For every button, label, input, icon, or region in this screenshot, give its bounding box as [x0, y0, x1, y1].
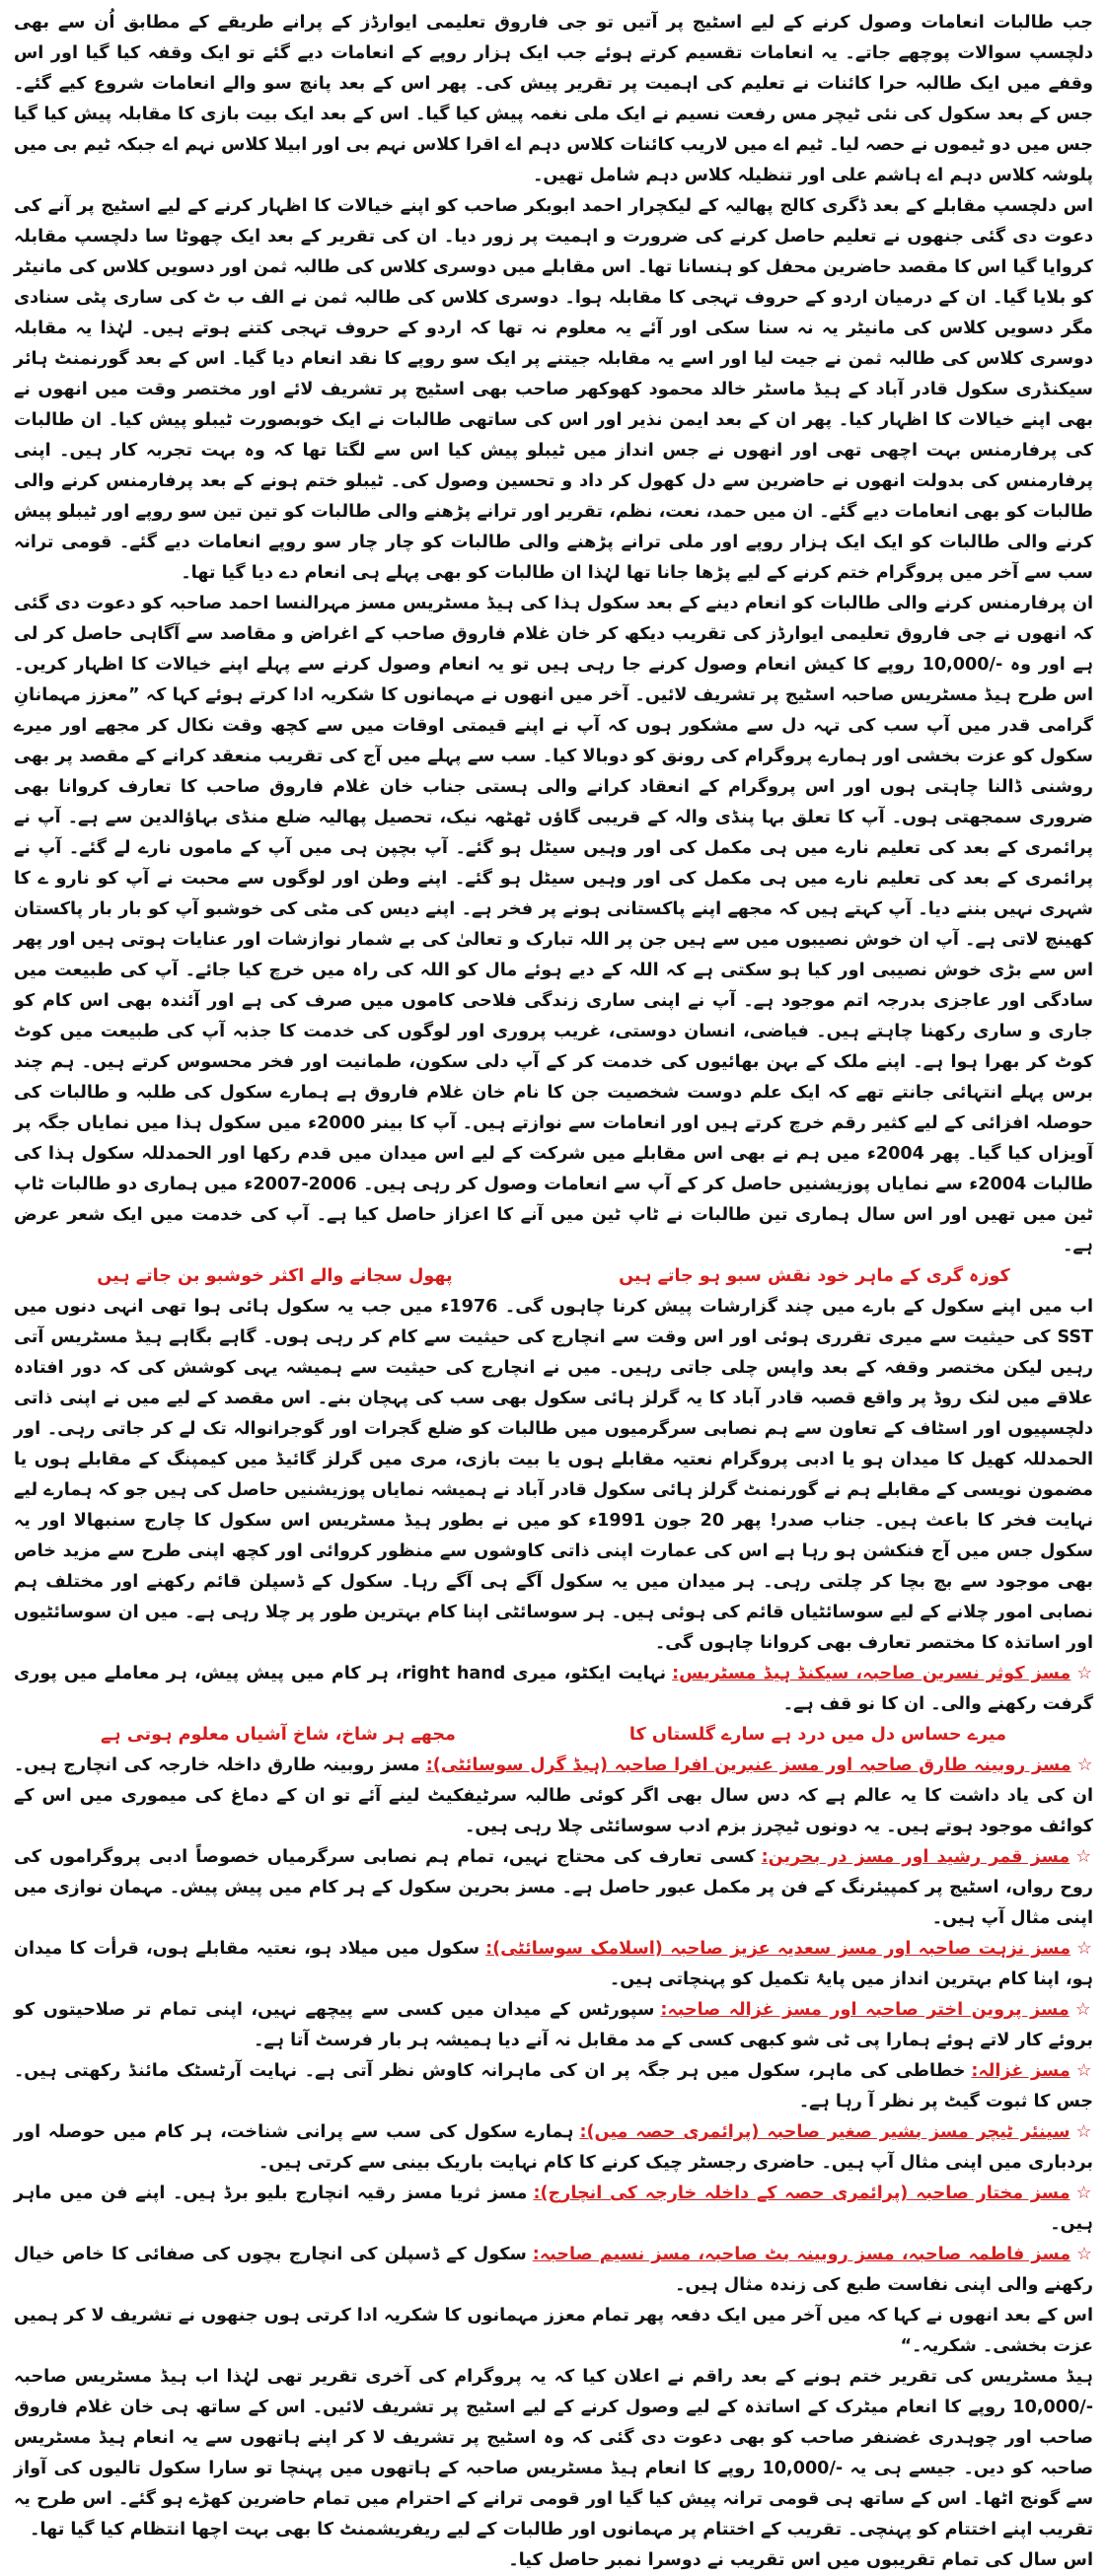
teacher-name: مسز روبینہ طارق صاحبہ اور مسز عنبرین افرا صاحبہ (ہیڈ گرل سوسائٹی): — [425, 1755, 1071, 1775]
teacher-name: مسز غزالہ: — [971, 2061, 1070, 2081]
teacher-name: مسز نزہت صاحبہ اور مسز سعدیہ عزیز صاحبہ (اسلامک سوسائٹی): — [485, 1939, 1071, 1959]
verse-1-left-hemistich: پھول سجانے والے اکثر خوشبو بن جاتے ہیں — [97, 1266, 453, 1286]
teacher-name: مسز پروین اختر صاحبہ اور مسز غزالہ صاحبہ: — [660, 2000, 1070, 2020]
teacher-description: سکول کے ڈسپلن کی انچارج بچوں کی صفائی کا خاص خیال رکھنے والی اپنی نفاست طبع کی زندہ مثال ہیں۔ — [14, 2245, 1093, 2295]
paragraph-second-position: اس سال کی تمام تقریبوں میں اس تقریب نے دوسرا نمبر حاصل کیا۔ — [508, 2550, 1093, 2570]
teacher-name: مسز کوثر نسرین صاحبہ، سیکنڈ ہیڈ مسٹریس: — [672, 1664, 1071, 1683]
star-bullet-icon: ☆ — [1076, 1939, 1093, 1959]
teacher-description: سکول میں میلاد ہو، نعتیہ مقابلے ہوں، قرأت کا میدان ہو، اپنا کام بہترین انداز میں پایۂ تکمیل کو پہنچاتی ہیں۔ — [14, 1939, 1093, 1989]
star-bullet-icon: ☆ — [1076, 1664, 1093, 1683]
star-bullet-icon: ☆ — [1074, 2000, 1093, 2020]
paragraph-headmistress-speech: ان پرفارمنس کرنے والی طالبات کو انعام دینے کے بعد سکول ہذا کی ہیڈ مسٹریس مسز مہرالنسا احمد صاحبہ کو دعوت دی گئی کہ انھوں نے جی فاروق تعلیمی ایوارڈز کی تقریب دیکھ کر خان غلام فاروق صاحب کے اغراض و مقاصد سے آگاہی حاصل کر لی ہے اور وہ -/10,000 روپے کا کیش انعام وصول کرنے جا رہی ہیں تو یہ انعام وصول کرنے سے پہلے اپنے خیالات کا اظہار کریں۔ اس طرح ہیڈ مسٹریس صاحبہ اسٹیج پر تشریف لائیں۔ آخر میں انھوں نے مہمانوں کا شکریہ ادا کرتے ہوئے کہا کہ ”معزز مہمانانِ گرامی قدر میں آپ سب کی تہہ دل سے مشکور ہوں کہ آپ نے اپنے قیمتی اوقات میں سے کچھ وقت نکال کر مجھے اور میرے سکول کو عزت بخشی اور ہمارے پروگرام کی رونق کو دوبالا کیا۔ سب سے پہلے میں آج کی تقریب منعقد کرانے کے مقصد پر بھی روشنی ڈالنا چاہتی ہوں اور اس پروگرام کے انعقاد کرانے والی ہستی جناب خان غلام فاروق صاحب کا تعارف کروانا بھی ضروری سمجھتی ہوں۔ آپ کا تعلق بہا پنڈی والہ کے قریبی گاؤں ٹھٹھہ نیک، تحصیل پھالیہ ضلع منڈی بہاؤالدین سے ہے۔ آپ نے پرائمری کے بعد کی تعلیم نارے میں ہی مکمل کی اور وہیں سیٹل ہو گئے۔ آپ بچپن ہی میں آپ کے ماموں نارے لے گئے۔ آپ نے پرائمری کے بعد کی تعلیم نارے میں ہی مکمل کی اور وہیں سیٹل ہو گئے۔ اپنے وطن اور لوگوں سے محبت نے آپ کو نارو ے کا شہری نہیں بننے دیا۔ آپ کہتے ہیں کہ مجھے اپنے پاکستانی ہونے پر فخر ہے۔ اپنے دیس کی مٹی کی خوشبو آپ کو بار بار پاکستان کھینچ لاتی ہے۔ آپ ان خوش نصیبوں میں سے ہیں جن پر اللہ تبارک و تعالیٰ کی بے شمار نوازشات اور عنایات ہوتی ہیں اور پھر اس سے بڑی خوش نصیبی اور کیا ہو سکتی ہے کہ اللہ کے دیے ہوئے مال کو اللہ کی راہ میں خرچ کیا جائے۔ آپ کی طبیعت میں سادگی اور عاجزی بدرجہ اتم موجود ہے۔ آپ نے اپنی ساری زندگی فلاحی کاموں میں صرف کی ہے اور آئندہ بھی اس کام کو جاری و ساری رکھنا چاہتے ہیں۔ فیاضی، انسان دوستی، غریب پروری اور لوگوں کی خدمت کا جذبہ آپ کی طبیعت میں کوٹ کوٹ کر بھرا ہوا ہے۔ اپنے ملک کے بہن بھائیوں کی خدمت کر کے آپ دلی سکون، طمانیت اور فخر محسوس کرتے ہیں۔ ہم چند برس پہلے انتہائی جانتے تھے کہ ایک علم دوست شخصیت جن کا نام خان غلام فاروق ہے ہمارے سکول کی طلبہ و طالبات کی حوصلہ افزائی کے لیے کثیر رقم خرچ کرتے ہیں اور انعامات سے نوازتے ہیں۔ آپ کا بینر 2000ء میں سکول ہذا میں نمایاں جگہ پر آویزاں کیا گیا۔ پھر 2004ء میں ہم نے بھی اس مقابلے میں شرکت کے لیے اس میدان میں قدم رکھا اور الحمدللہ سکول ہذا کی طالبات 2004ء سے نمایاں پوزیشنیں حاصل کر کے آپ سے انعامات وصول کر رہی ہیں۔ 2006-2007ء میں ہماری دو طالبات ٹاپ ٹین میں تھیں اور اس سال ہماری تین طالبات نے ٹاپ ٹین میں آنے کا اعزاز حاصل کیا ہے۔ آپ کی خدمت میں ایک شعر عرض ہے۔ — [14, 594, 1094, 1255]
paragraph-closing-ceremony: ہیڈ مسٹریس کی تقریر ختم ہونے کے بعد راقم نے اعلان کیا کہ یہ پروگرام کی آخری تقریر تھی لہٰذا اب ہیڈ مسٹریس صاحبہ -/10,000 روپے کا انعام میٹرک کے اساتذہ کے لیے وصول کرنے کے لیے اسٹیج پر تشریف لائیں۔ اس کے ساتھ ہی خان غلام فاروق صاحب اور چوہدری غضنفر صاحب کو بھی دعوت دی گئی کہ وہ اسٹیج پر تشریف لا کر اپنے ہاتھوں سے یہ انعام ہیڈ مسٹریس صاحبہ کو دیں۔ جیسے ہی یہ -/10,000 روپے کا انعام ہیڈ مسٹریس صاحبہ کے ہاتھوں میں پہنچا تو سارا سکول تالیوں کی آواز سے گونج اٹھا۔ اس کے ساتھ ہی قومی ترانہ پیش کیا گیا اور قومی ترانے کے احترام میں تمام حاضرین کھڑے ہو گئے۔ اس طرح یہ تقریب اپنے اختتام کو پہنچی۔ تقریب کے اختتام پر مہمانوں اور طالبات کے لیے ریفریشمنٹ کا بھی بہت اچھا انتظام کیا گیا تھا۔ — [14, 2367, 1093, 2540]
teacher-name: مسز قمر رشید اور مسز در بحرین: — [761, 1847, 1070, 1867]
teacher-item-5 — [14, 1995, 1093, 2056]
teacher-item-7 — [14, 2117, 1093, 2179]
urdu-article — [14, 8, 1094, 2570]
paragraph-lecturer-speech: اس دلچسپ مقابلے کے بعد ڈگری کالج پھالیہ کے لیکچرار احمد ابوبکر صاحب کو اپنے خیالات کا اظہار کرنے کے لیے اسٹیج پر آنے کی دعوت دی گئی جنھوں نے تعلیم حاصل کرنے کی ضرورت و اہمیت پر زور دیا۔ ان کی تقریر کے بعد ایک چھوٹا سا دلچسپ مقابلہ کروایا گیا اس کا مقصد حاضرین محفل کو ہنسانا تھا۔ اس مقابلے میں دوسری کلاس کی طالبہ ثمن اور دسویں کلاس کی مانیٹر کو بلایا گیا۔ ان کے درمیان اردو کے حروف تہجی کا مقابلہ ہوا۔ دوسری کلاس کی طالبہ ثمن نے الف ب ٹ کی ساری پٹی سنادی مگر دسویں کلاس کی مانیٹر یہ نہ سنا سکی اور آئے یہ معلوم نہ تھا کہ اردو کے حروف تہجی کتنے ہوتے ہیں۔ لہٰذا یہ مقابلہ دوسری کلاس کی طالبہ ثمن نے جیت لیا اور اسے یہ مقابلہ جیتنے پر ایک سو روپے کا نقد انعام دیا گیا۔ اس کے بعد گورنمنٹ ہائر سیکنڈری سکول قادر آباد کے ہیڈ ماسٹر خالد محمود کھوکھر صاحب بھی اسٹیج پر تشریف لائے اور مختصر وقت میں انھوں نے بھی اپنے خیالات کا اظہار کیا۔ پھر ان کے بعد ایمن نذیر اور اس کی ساتھی طالبات نے ایک خوبصورت ٹیبلو پیش کیا۔ ان طالبات کی پرفارمنس بہت اچھی تھی اور انھوں نے جس انداز میں ٹیبلو پیش کیا اس سے لگتا تھا کہ وہ بہت تجربہ کار ہیں۔ اپنی پرفارمنس کی بدولت انھوں نے حاضرین سے دل کھول کر داد و تحسین وصول کی۔ ٹیبلو ختم ہونے کے بعد پرفارمنس کرنے والی طالبات کو بھی انعامات دیے گئے۔ ان میں حمد، نعت، نظم، تقریر اور ترانے پڑھنے والی طالبات کو تین تین سو روپے اور ٹیبلو پیش کرنے والی طالبات کو ایک ایک ہزار روپے اور ملی ترانے پڑھنے والی طالبات کو چار چار سو روپے انعامات دیے گئے۔ قومی ترانہ سب سے آخر میں پروگرام ختم کرنے کے لیے پڑھا جانا تھا لہٰذا ان طالبات کو بھی پہلے ہی انعام دے دیا گیا تھا۔ — [14, 196, 1093, 583]
paragraph-awards-break: جب طالبات انعامات وصول کرنے کے لیے اسٹیج پر آتیں تو جی فاروق تعلیمی ایوارڈز کے پرانے طریقے کے مطابق اُن سے بھی دلچسپ سوالات پوچھے جاتے۔ یہ انعامات تقسیم کرتے ہوئے جب ایک ہزار روپے کے انعامات دیے گئے تو ایک وقفہ کیا گیا اور اس وقفے میں ایک طالبہ حرا کائنات نے تعلیم کی اہمیت پر تقریر پیش کی۔ پھر اس کے بعد پانچ سو والے انعامات شروع کیے گئے۔ جس کے بعد سکول کی نئی ٹیچر مس رفعت نسیم نے ایک ملی نغمہ پیش کیا گیا۔ اس کے بعد ایک بیت بازی کا مقابلہ پیش کیا گیا جس میں دو ٹیموں نے حصہ لیا۔ ٹیم اے میں لاریب کائنات کلاس دہم اے اقرا کلاس نہم بی اور ابیلا کلاس نہم اے جبکہ ٹیم بی میں پلوشہ کلاس دہم اے ہاشم علی اور تنظیلہ کلاس دہم شامل تھیں۔ — [14, 13, 1093, 185]
paragraph-thanks: اس کے بعد انھوں نے کہا کہ میں آخر میں ایک دفعہ پھر تمام معزز مہمانوں کا شکریہ ادا کرتی ہوں جنھوں نے تشریف لا کر ہمیں عزت بخشی۔ شکریہ۔“ — [14, 2306, 1093, 2356]
teacher-name: سینئر ٹیچر مسز بشیر صغیر صاحبہ (پرائمری حصہ میں): — [579, 2122, 1070, 2142]
star-bullet-icon: ☆ — [1075, 2122, 1093, 2142]
teacher-item-2 — [14, 1751, 1093, 1842]
teacher-description: نہایت ایکٹو، میری right hand، ہر کام میں پیش پیش، ہر معاملے میں پوری گرفت رکھنے والی۔ ان کا نو قف ہے۔ — [14, 1664, 1093, 1714]
verse-2-left-hemistich: مجھے ہر شاخ، شاخ آشیاں معلوم ہوتی ہے — [101, 1725, 456, 1745]
teacher-description: سپورٹس کے میدان میں کسی سے پیچھے نہیں، اپنی تمام تر صلاحیتوں کو بروئے کار لاتے ہوئے ہمارا پی ٹی شو کبھی کسی کے مد مقابل نہ آنے دیا ہمیشہ ہر بار فرسٹ آتا ہے۔ — [14, 2000, 1093, 2050]
verse-couplet-2 — [14, 1720, 1093, 1751]
star-bullet-icon: ☆ — [1075, 2183, 1093, 2203]
star-bullet-icon: ☆ — [1076, 2245, 1093, 2264]
teacher-name: مسز فاطمہ صاحبہ، مسز روبینہ بٹ صاحبہ، مسز نسیم صاحبہ: — [532, 2245, 1071, 2264]
verse-2-right-hemistich: میرے حساس دل میں درد ہے سارے گلستاں کا — [628, 1725, 1007, 1745]
teacher-description: مسز ثریا مسز رقیہ انچارج بلیو برڈ ہیں۔ اپنے فن میں ماہر ہیں۔ — [14, 2183, 1093, 2234]
teacher-description: ہمارے سکول کی سب سے پرانی شناخت، ہر کام میں حوصلہ اور بردباری میں اپنی مثال آپ ہیں۔ حاضری رجسٹر چیک کرنے کا کام نہایت باریک بینی سے کرتی ہیں۔ — [14, 2122, 1093, 2173]
teacher-description: کسی تعارف کی محتاج نہیں، تمام ہم نصابی سرگرمیاں خصوصاً ادبی پروگراموں کی روح رواں، اسٹیج پر کمپیئرنگ کے فن پر مکمل عبور حاصل ہے۔ مسز بحرین سکول کے ہر کام میں پیش پیش۔ مہمان نوازی میں اپنی مثال آپ ہیں۔ — [14, 1847, 1093, 1928]
teacher-item-8 — [14, 2179, 1093, 2240]
star-bullet-icon: ☆ — [1075, 2061, 1093, 2081]
verse-1-right-hemistich: کوزہ گری کے ماہر خود نقش سبو ہو جاتے ہیں — [619, 1266, 1010, 1286]
teacher-description: مسز روبینہ طارق داخلہ خارجہ کی انچارج ہیں۔ ان کی یاد داشت کا یہ عالم ہے کہ دس سال بھی اگر کوئی طالبہ سرٹیفکیٹ لینے آئے تو ان کے دماغ کی میموری میں اس کے کوائف موجود ہوتے ہیں۔ یہ دونوں ٹیچرز بزم ادب سوسائٹی چلا رہی ہیں۔ — [14, 1755, 1093, 1836]
teacher-item-3 — [14, 1842, 1093, 1934]
star-bullet-icon: ☆ — [1075, 1847, 1093, 1867]
teacher-item-9 — [14, 2240, 1093, 2301]
teacher-item-1 — [14, 1659, 1093, 1720]
star-bullet-icon: ☆ — [1076, 1755, 1093, 1775]
teacher-name: مسز مختار صاحبہ (پرائمری حصہ کے داخلہ خارجہ کی انچارج): — [533, 2183, 1070, 2203]
teacher-description: خطاطی کی ماہر، سکول میں ہر جگہ پر ان کی ماہرانہ کاوش نظر آتی ہے۔ نہایت آرٹسٹک مائنڈ رکھتی ہیں۔ جس کا ثبوت گیٹ پر نظر آ رہا ہے۔ — [14, 2061, 1093, 2111]
teacher-item-4 — [14, 1934, 1093, 1995]
teacher-item-6 — [14, 2056, 1093, 2117]
paragraph-school-history: اب میں اپنے سکول کے بارے میں چند گزارشات پیش کرنا چاہوں گی۔ 1976ء میں جب یہ سکول ہائی ہوا تھی انہی دنوں میں SST کی حیثیت سے میری تقرری ہوئی اور اس وقت سے انچارج کی حیثیت سے کام کر رہی ہوں۔ گاہے بگاہے ہیڈ مسٹریس آتی رہیں لیکن مختصر وقفہ کے بعد واپس چلی جاتی رہیں۔ میں نے انچارج کی حیثیت سے ہمیشہ یہی کوشش کی کہ دور افتادہ علاقے میں لنک روڈ پر واقع قصبہ قادر آباد کا یہ گرلز ہائی سکول بھی سب کی پہچان بنے۔ اس مقصد کے لیے میں نے اپنی ذاتی دلچسپیوں اور اسٹاف کے تعاون سے ہم نصابی سرگرمیوں میں طالبات کو ضلع گجرات اور گوجرانوالہ تک لے کر جاتی رہی۔ اور الحمدللہ کھیل کا میدان ہو یا ادبی پروگرام نعتیہ مقابلے ہوں یا بیت بازی، مری میں گرلز گائیڈ میں کیمپنگ کے مقابلے ہوں یا مضمون نویسی کے مقابلے ہم نے گورنمنٹ گرلز ہائی سکول قادر آباد نے ہمیشہ نمایاں پوزیشنیں حاصل کی ہیں جو کہ ہمارے لیے نہایت فخر کا باعث ہیں۔ جناب صدر! پھر 20 جون 1991ء کو میں نے بطور ہیڈ مسٹریس اس سکول کا چارج سنبھالا اور یہ سکول جس میں آج فنکشن ہو رہا ہے اس کی عمارت اپنی ذاتی کاوشوں سے منظور کروائی اور کچھ اپنی طرح سے مزید خاص بھی موجود سے بچ بچا کر چلتی رہی۔ ہر میدان میں یہ سکول آگے ہی آگے رہا۔ سکول کے ڈسپلن قائم رکھنے اور مختلف ہم نصابی امور چلانے کے لیے سوسائٹیاں قائم کی ہوئی ہیں۔ ہر سوسائٹی اپنا کام بہترین طور پر چلا رہی ہے۔ میں ان سوسائٹیوں اور اساتذہ کا مختصر تعارف بھی کروانا چاہوں گی۔ — [14, 1297, 1094, 1653]
verse-couplet-1 — [14, 1261, 1093, 1292]
